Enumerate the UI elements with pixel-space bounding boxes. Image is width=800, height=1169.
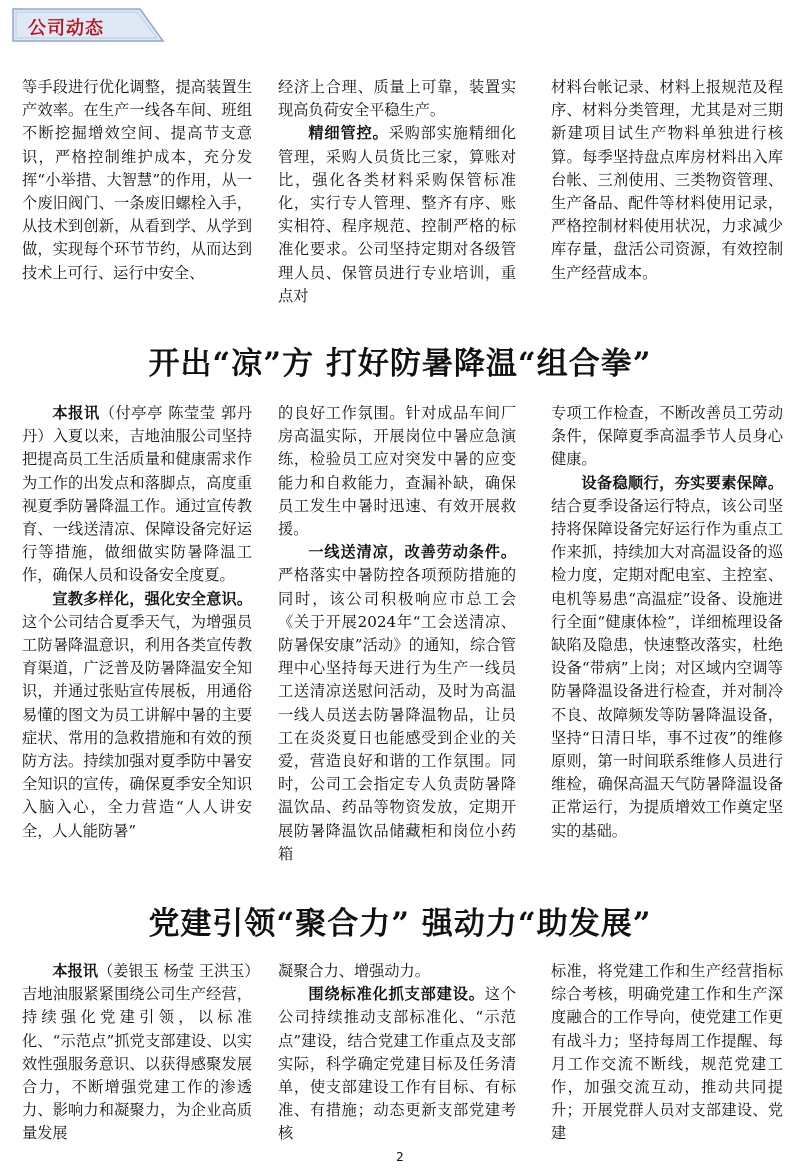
article1-column-3 [551,402,783,862]
block1-col2-paragraph-1: 经济上合理、质量上可靠，装置实现高负荷安全平稳生产。 [278,78,516,120]
article1-col1-lead-2: 宣教多样化，强化安全意识。 [52,589,252,608]
article2-byline-lead: 本报讯 [52,962,98,980]
article2-column-2 [278,960,516,1144]
article2-col2-paragraph-2 [278,983,516,1145]
article2-col3-paragraph-1: 标准，将党建工作和生产经营指标综合考核，明确党建工作和生产深度融合的工作导向，使党建工作更有战斗力；坚持每周工作提醒、每月工作交流不断线，规范党建工作，加强交流互动，推动共同提升；开展党群人员对支部建设、党建 [551,962,783,1143]
block1-col3-paragraph-1: 材料台帐记录、材料上报规范及程序、材料分类管理，尤其是对三期新建项目试生产物料单独进行核算。每季坚持盘点库房材料出入库台帐、三剂使用、三类物资管理、生产备品、配件等材料使用记录，严格控制材料使用状况，力求减少库存量，盘活公司资源，有效控制生产经营成本。 [551,78,783,282]
article1-col3-lead: 设备稳顺行，夯实要素保障。 [581,473,783,492]
article2-col2-paragraph-1: 凝聚合力、增强动力。 [278,962,430,980]
article1-column-1 [22,402,252,862]
article1-col3-paragraph-1: 专项工作检查，不断改善员工劳动条件，保障夏季高温季节人员身心健康。 [551,404,783,469]
article2-col2-body: 这个公司持续推动支部标准化、“示范点”建设，结合党建工作重点及支部实际，科学确定党建目标及任务清单，使支部建设工作有目标、有标准、有措施；动态更新支部党建考核 [278,985,517,1143]
block1-col2-lead: 精细管控。 [308,124,389,143]
section-tag-label: 公司动态 [28,18,104,39]
article2-col1-body: （姜银玉 杨莹 王洪玉）吉地油服紧紧围绕公司生产经营，持续强化党建引领，以标准化、“示范点”抓党支部建设、以实效性强服务意识、以获得感聚发展合力，不断增强党建工作的渗透力、影响力和凝聚力，为企业高质量发展 [22,962,253,1143]
article1-col2-lead: 一线送清凉，改善劳动条件。 [308,543,516,562]
article1-col3-paragraph-2 [551,472,783,843]
block1-col2-body: 采购部实施精细化管理，采购人员货比三家，算账对比，强化各类材料采购保管标准化，实行专人管理、整齐有序、账实相符、程序规范、控制严格的标准化要求。公司坚持定期对各级管理人员、保管员进行专业培训，重点对 [278,124,517,305]
block1-column-2 [278,76,517,305]
block1-column-1 [22,76,252,294]
article2-column-3 [551,960,783,1144]
block1-column-3 [551,76,783,294]
article1-byline-lead: 本报讯 [52,404,100,422]
article1-col2-body: 严格落实中暑防控各项预防措施的同时，该公司积极响应市总工会《关于开展2024年“工会送清凉、防暑保安康”活动》的通知，综合管理中心坚持每天进行为生产一线员工送清凉送慰问活动，及时为高温一线人员送去防暑降温物品，让员工在炎炎夏日也能感受到企业的关爱，营造良好和谐的工作氛围。同时，公司工会指定专人负责防暑降温饮品、药品等物资发放，定期开展防暑降温饮品储藏柜和岗位小药箱 [278,566,516,863]
article2-headline: 党建引领“聚合力” 强动力“助发展” [148,906,652,942]
article1-col1-body-2: 这个公司结合夏季天气，为增强员工防暑降温意识，利用各类宣传教育渠道，广泛普及防暑降温安全知识，并通过张贴宣传展板，用通俗易懂的图文为员工讲解中暑的主要症状、常用的急救措施和有效的预防方法。持续加强对夏季防中暑安全知识的宣传，确保夏季安全知识入脑入心，全力营造“人人讲安全，人人能防暑” [22,612,252,840]
article1-col1-body-1: （付亭亭 陈莹莹 郭丹丹）入夏以来，吉地油服公司坚持把提高员工生活质量和健康需求作为工作的出发点和落脚点，高度重视夏季防暑降温工作。通过宣传教育、一线送清凉、保障设备完好运行等措施，做细做实防暑降温工作，确保人员和设备安全度夏。 [22,404,253,585]
article2-col1-paragraph-1 [22,960,252,1146]
block1-col1-paragraph: 等手段进行优化调整，提高装置生产效率。在生产一线各车间、班组不断挖掘增效空间、提高节支意识，严格控制维护成本，充分发挥“小举措、大智慧”的作用，从一个废旧阀门、一条废旧螺栓入手，从技术到创新，从看到学、从学到做，实现每个环节节约，从而达到技术上可行、运行中安全、 [22,78,252,282]
section-tag [12,8,164,42]
article1-col3-body: 结合夏季设备运行特点，该公司坚持将保障设备完好运行作为重点工作来抓，持续加大对高温设备的巡检力度，定期对配电室、主控室、电机等易患“高温症”设备、设施进行全面“健康体检”，详细梳理设备缺陷及隐患，快速整改落实，杜绝设备“带病”上岗；对区域内空调等防暑降温设备进行检查，并对制冷不良、故障频发等防暑降温设备，坚持“日清日毕，事不过夜”的维修原则，第一时间联系维修人员进行维检，确保高温天气防暑降温设备正常运行，为提质增效工作奠定坚实的基础。 [551,496,783,840]
article1-col1-paragraph-1 [22,402,252,588]
article1-col2-paragraph-2 [278,541,516,866]
article1-col1-paragraph-2 [22,588,252,843]
page-number: 2 [396,1150,404,1164]
block1-col2-paragraph-2 [278,122,516,308]
article1-column-2 [278,402,516,862]
article2-col2-lead: 围绕标准化抓支部建设。 [308,985,485,1004]
article2-column-1 [22,960,252,1144]
article1-col2-paragraph-1: 的良好工作氛围。针对成品车间厂房高温实际，开展岗位中暑应急演练，检验员工应对突发中暑的应变能力和自救能力，查漏补缺，确保员工发生中暑时迅速、有效开展救援。 [278,404,516,539]
article1-headline: 开出“凉”方 打好防暑降温“组合拳” [148,346,652,382]
